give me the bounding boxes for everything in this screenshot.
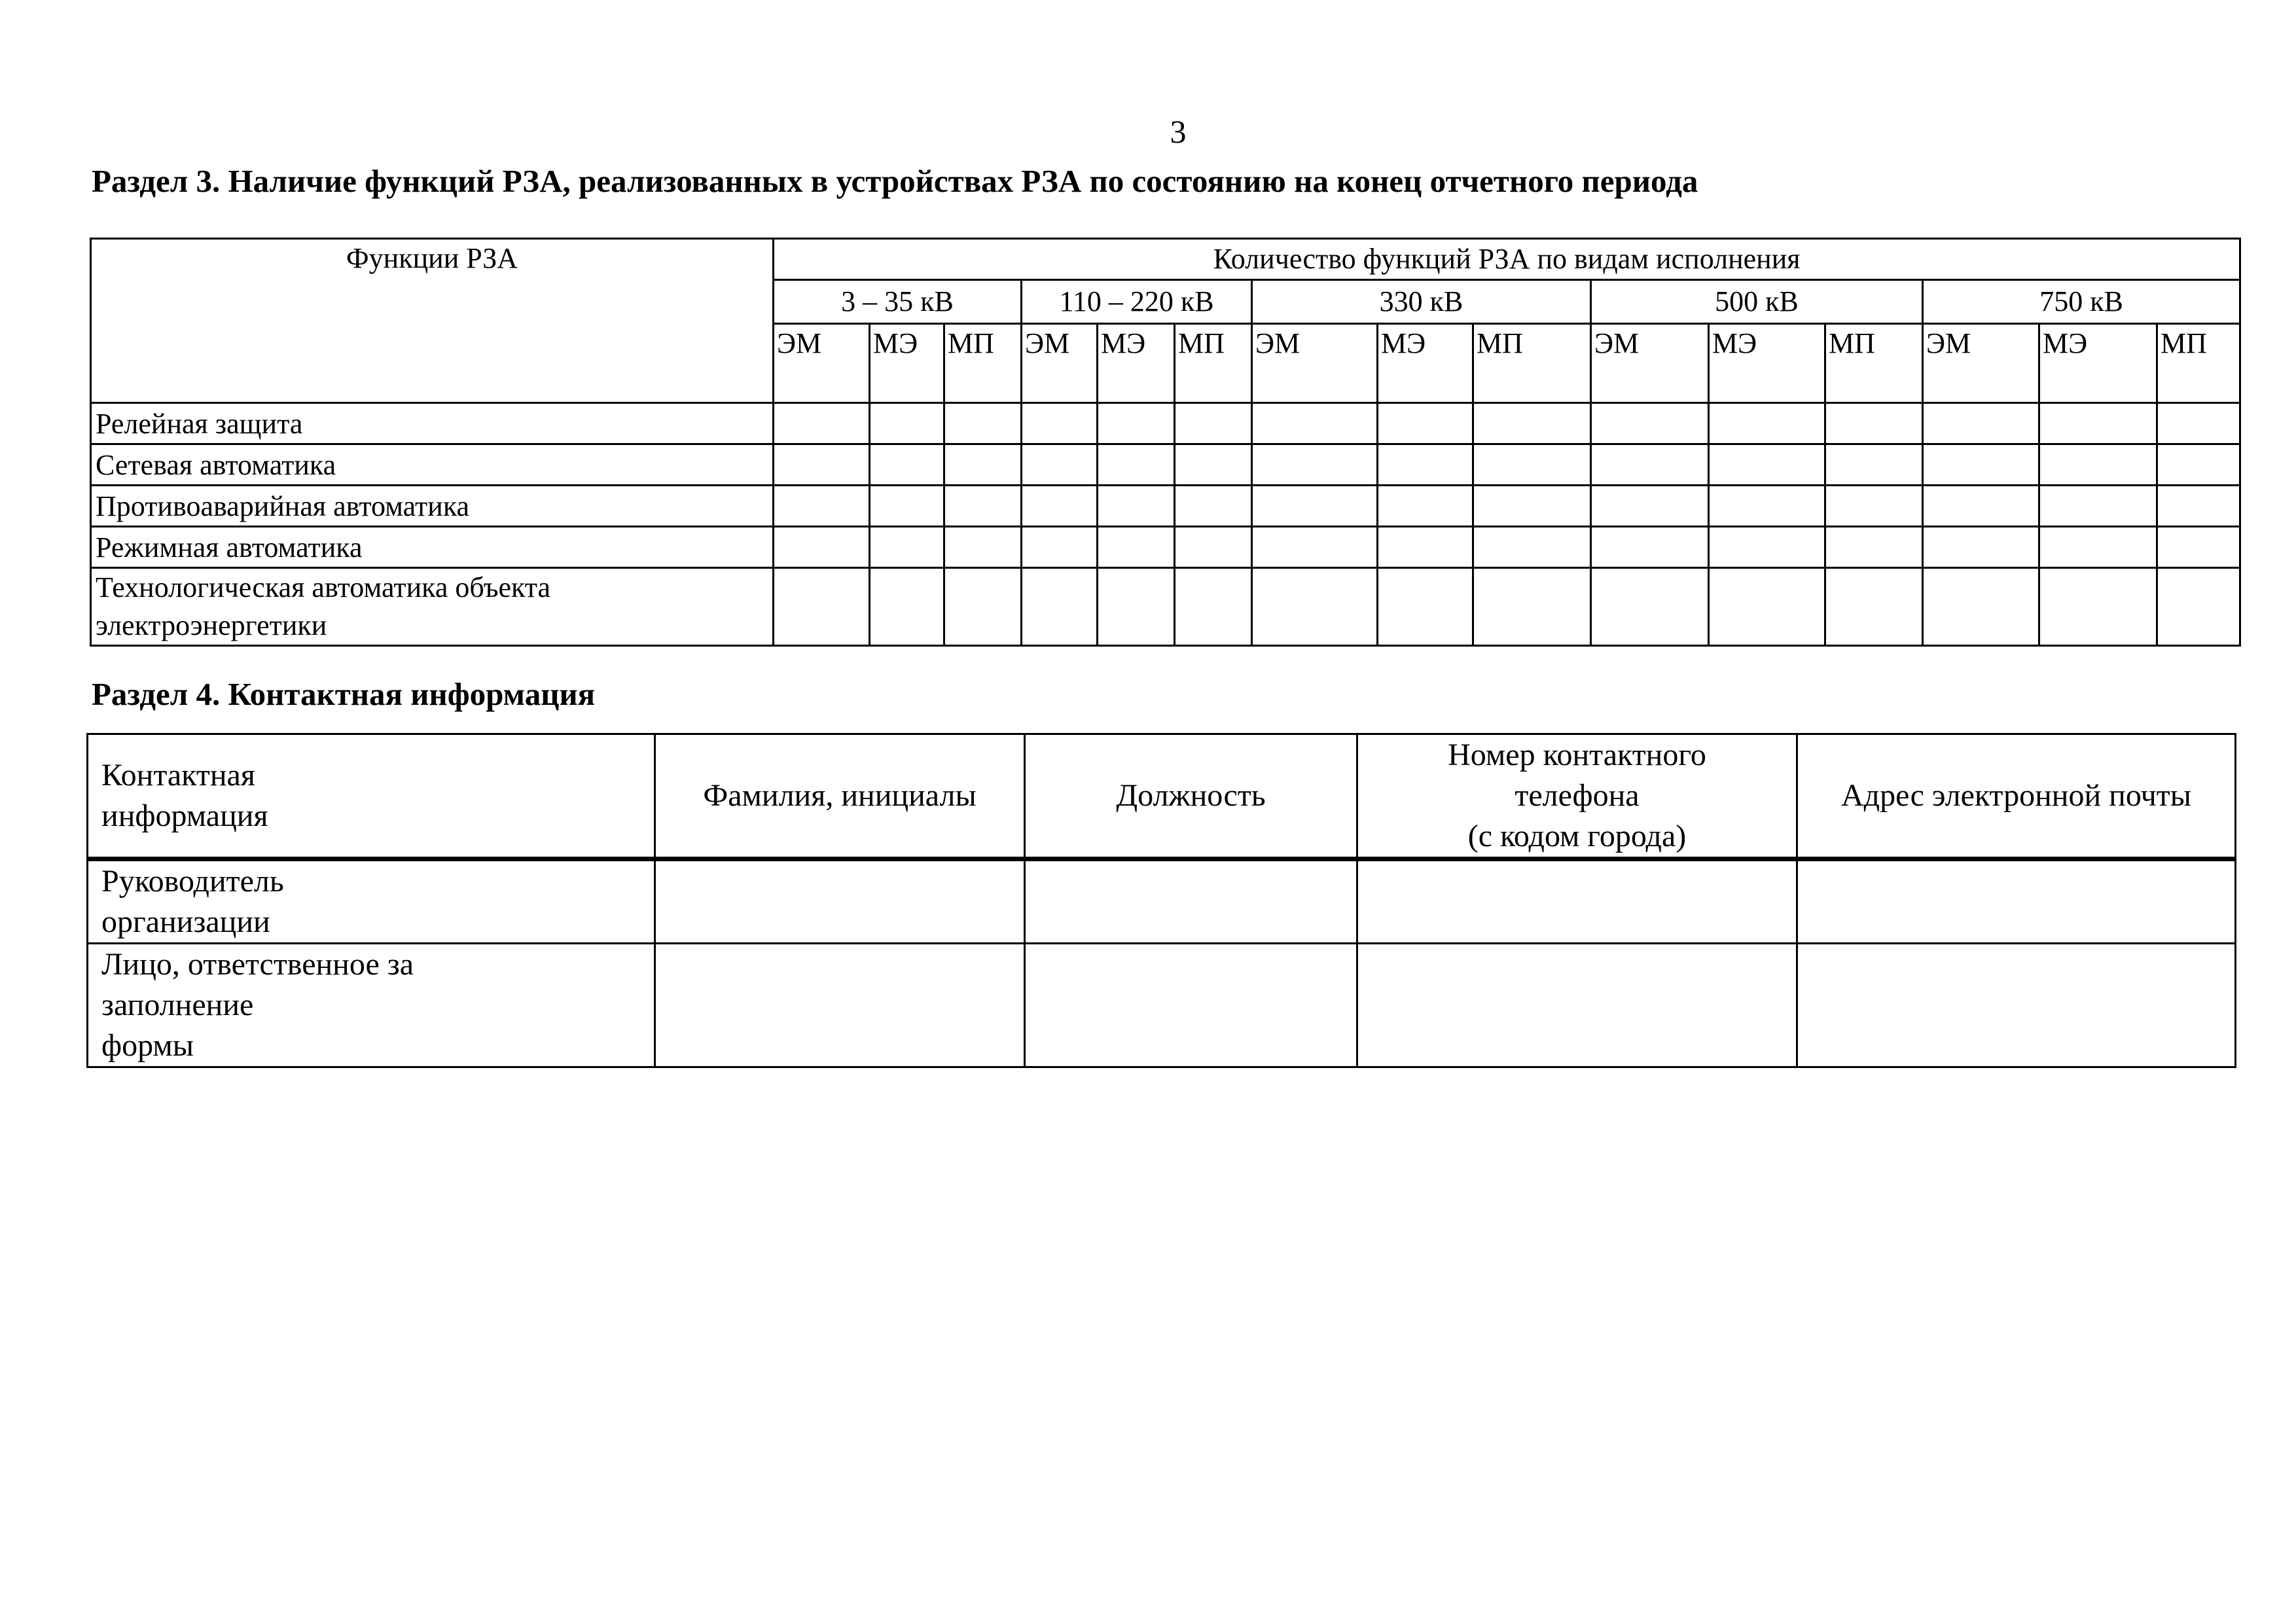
input-cell[interactable]: [1175, 527, 1252, 568]
input-cell[interactable]: [1825, 527, 1923, 568]
input-cell[interactable]: [944, 403, 1022, 444]
input-cell[interactable]: [1825, 444, 1923, 486]
input-cell[interactable]: [1923, 486, 2039, 527]
input-cell[interactable]: [1022, 527, 1098, 568]
row-label: Противоаварийная автоматика: [91, 486, 774, 527]
input-cell[interactable]: [1709, 403, 1825, 444]
input-cell[interactable]: [2039, 568, 2157, 646]
input-cell[interactable]: [1591, 568, 1709, 646]
input-cell[interactable]: [1022, 486, 1098, 527]
input-cell[interactable]: [1709, 527, 1825, 568]
input-cell[interactable]: [2157, 403, 2240, 444]
type-header-cell: МЭ: [2039, 324, 2157, 403]
header-voltage-110-220: 110 – 220 кВ: [1022, 280, 1252, 324]
input-cell[interactable]: [2157, 486, 2240, 527]
input-cell[interactable]: [1825, 486, 1923, 527]
type-header-cell: МЭ: [870, 324, 944, 403]
header-quantity-by-type: Количество функций РЗА по видам исполнения: [774, 239, 2240, 280]
input-cell[interactable]: [774, 444, 870, 486]
input-cell[interactable]: [1098, 568, 1175, 646]
input-cell[interactable]: [1025, 944, 1357, 1067]
input-cell[interactable]: [1025, 859, 1357, 944]
input-cell[interactable]: [1175, 403, 1252, 444]
input-cell[interactable]: [1591, 486, 1709, 527]
input-cell[interactable]: [944, 527, 1022, 568]
header-email: Адрес электронной почты: [1797, 734, 2236, 859]
table-row: [91, 403, 2240, 444]
input-cell[interactable]: [1378, 568, 1473, 646]
input-cell[interactable]: [1357, 859, 1797, 944]
input-cell[interactable]: [1252, 403, 1378, 444]
row-label: Сетевая автоматика: [91, 444, 774, 486]
type-header-cell: МП: [1473, 324, 1591, 403]
input-cell[interactable]: [1923, 403, 2039, 444]
type-header-cell: ЭМ: [1022, 324, 1098, 403]
page-number: 3: [1170, 113, 1187, 150]
header-voltage-3-35: 3 – 35 кВ: [774, 280, 1022, 324]
input-cell[interactable]: [2157, 568, 2240, 646]
table-row: [88, 859, 2236, 944]
input-cell[interactable]: [1923, 444, 2039, 486]
input-cell[interactable]: [870, 527, 944, 568]
table-row: [91, 568, 2240, 646]
input-cell[interactable]: [1797, 859, 2236, 944]
header-voltage-330: 330 кВ: [1252, 280, 1591, 324]
input-cell[interactable]: [1022, 403, 1098, 444]
input-cell[interactable]: [1709, 486, 1825, 527]
input-cell[interactable]: [1473, 527, 1591, 568]
input-cell[interactable]: [1022, 568, 1098, 646]
type-header-cell: МЭ: [1378, 324, 1473, 403]
header-voltage-750: 750 кВ: [1923, 280, 2240, 324]
input-cell[interactable]: [1175, 568, 1252, 646]
input-cell[interactable]: [870, 403, 944, 444]
input-cell[interactable]: [1098, 444, 1175, 486]
input-cell[interactable]: [2039, 403, 2157, 444]
input-cell[interactable]: [1923, 527, 2039, 568]
input-cell[interactable]: [774, 486, 870, 527]
header-voltage-500: 500 кВ: [1591, 280, 1923, 324]
input-cell[interactable]: [1022, 444, 1098, 486]
type-header-cell: МЭ: [1098, 324, 1175, 403]
row-label: Релейная защита: [91, 403, 774, 444]
input-cell[interactable]: [1357, 944, 1797, 1067]
input-cell[interactable]: [1378, 527, 1473, 568]
input-cell[interactable]: [1591, 403, 1709, 444]
input-cell[interactable]: [2039, 486, 2157, 527]
table-row: [91, 444, 2240, 486]
header-surname-initials: Фамилия, инициалы: [655, 734, 1025, 859]
input-cell[interactable]: [1252, 444, 1378, 486]
input-cell[interactable]: [1473, 568, 1591, 646]
input-cell[interactable]: [2157, 527, 2240, 568]
input-cell[interactable]: [2157, 444, 2240, 486]
type-header-cell: МП: [1825, 324, 1923, 403]
input-cell[interactable]: [1591, 444, 1709, 486]
input-cell[interactable]: [774, 568, 870, 646]
input-cell[interactable]: [1378, 486, 1473, 527]
input-cell[interactable]: [1252, 527, 1378, 568]
header-contact-info: Контактная информация: [88, 734, 655, 859]
input-cell[interactable]: [655, 944, 1025, 1067]
type-header-cell: МП: [944, 324, 1022, 403]
type-header-cell: МП: [1175, 324, 1252, 403]
input-cell[interactable]: [1098, 403, 1175, 444]
header-phone-number: Номер контактного телефона (с кодом города): [1357, 734, 1797, 859]
input-cell[interactable]: [1098, 486, 1175, 527]
input-cell[interactable]: [655, 859, 1025, 944]
contact-info-table: [86, 733, 2236, 1068]
input-cell[interactable]: [1175, 444, 1252, 486]
input-cell[interactable]: [870, 444, 944, 486]
input-cell[interactable]: [1825, 403, 1923, 444]
input-cell[interactable]: [2039, 444, 2157, 486]
rza-functions-table: [90, 238, 2241, 647]
input-cell[interactable]: [870, 568, 944, 646]
input-cell[interactable]: [1098, 527, 1175, 568]
input-cell[interactable]: [2039, 527, 2157, 568]
input-cell[interactable]: [944, 568, 1022, 646]
type-header-cell: ЭМ: [1591, 324, 1709, 403]
input-cell[interactable]: [1473, 486, 1591, 527]
type-header-cell: ЭМ: [774, 324, 870, 403]
row-label: Режимная автоматика: [91, 527, 774, 568]
input-cell[interactable]: [1797, 944, 2236, 1067]
input-cell[interactable]: [1378, 403, 1473, 444]
section-4-title: Раздел 4. Контактная информация: [92, 676, 596, 712]
table-row: [91, 486, 2240, 527]
type-header-cell: ЭМ: [1252, 324, 1378, 403]
input-cell[interactable]: [774, 527, 870, 568]
table-row: [88, 944, 2236, 1067]
input-cell[interactable]: [1175, 486, 1252, 527]
input-cell[interactable]: [1252, 486, 1378, 527]
input-cell[interactable]: [944, 486, 1022, 527]
input-cell[interactable]: [774, 403, 870, 444]
row-label: Технологическая автоматика объекта электроэнергетики: [91, 568, 774, 646]
input-cell[interactable]: [944, 444, 1022, 486]
input-cell[interactable]: [1709, 444, 1825, 486]
input-cell[interactable]: [1591, 527, 1709, 568]
input-cell[interactable]: [870, 486, 944, 527]
type-header-cell: МЭ: [1709, 324, 1825, 403]
input-cell[interactable]: [1252, 568, 1378, 646]
input-cell[interactable]: [1709, 568, 1825, 646]
row-label-head-of-organization: Руководитель организации: [88, 859, 655, 944]
section-3-title: Раздел 3. Наличие функций РЗА, реализованных в устройствах РЗА по состоянию на конец отчетного периода: [92, 163, 1698, 199]
input-cell[interactable]: [1825, 568, 1923, 646]
header-functions-rza: Функции РЗА: [91, 239, 774, 403]
type-header-cell: ЭМ: [1923, 324, 2039, 403]
row-label-responsible-person: Лицо, ответственное за заполнение формы: [88, 944, 655, 1067]
type-header-cell: МП: [2157, 324, 2240, 403]
table-row: [91, 527, 2240, 568]
input-cell[interactable]: [1378, 444, 1473, 486]
input-cell[interactable]: [1473, 444, 1591, 486]
header-position: Должность: [1025, 734, 1357, 859]
input-cell[interactable]: [1923, 568, 2039, 646]
input-cell[interactable]: [1473, 403, 1591, 444]
